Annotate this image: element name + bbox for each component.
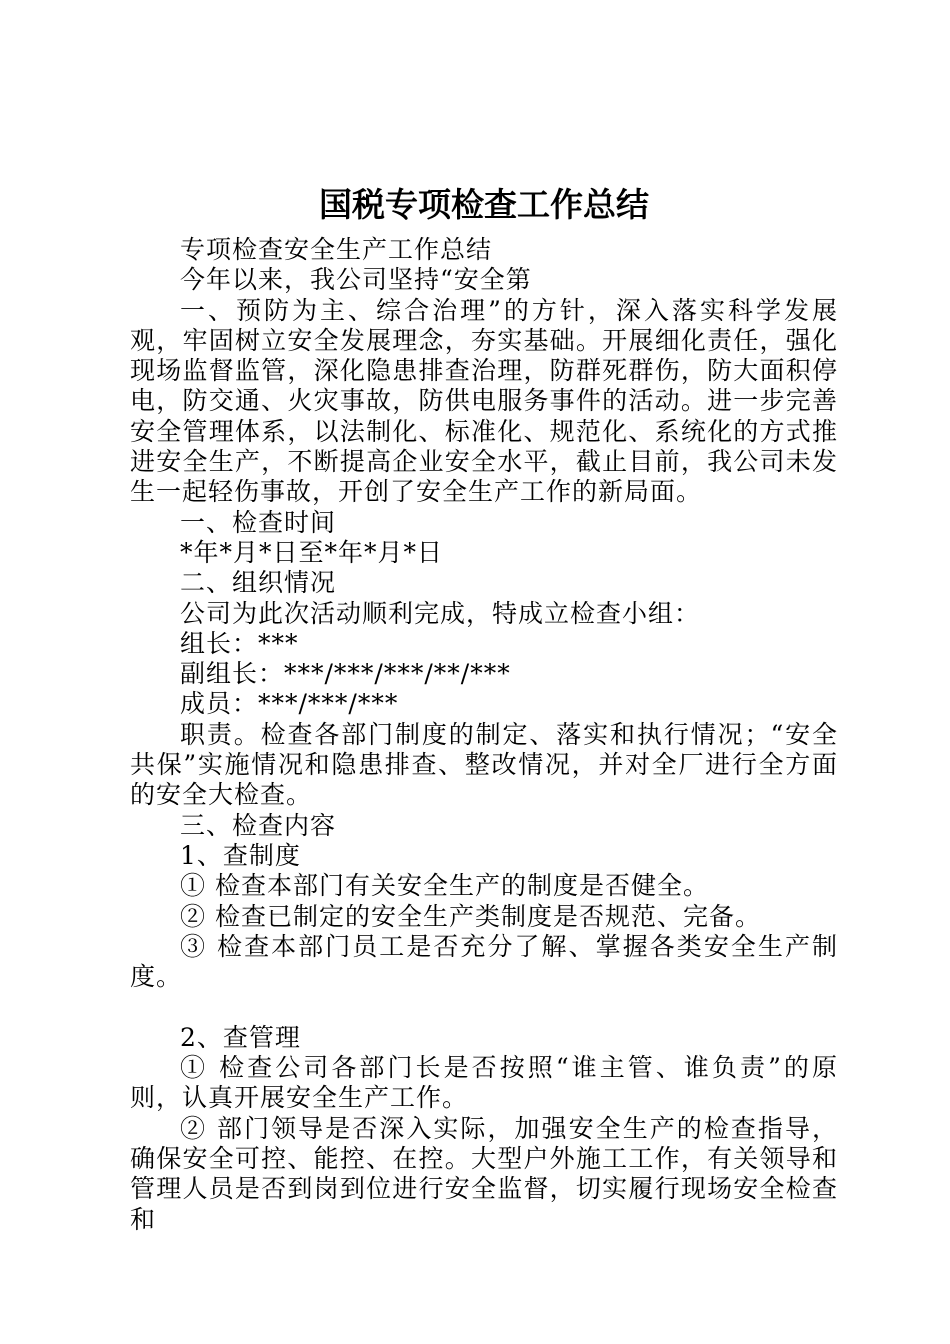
- paragraph-deputy-leader: 副组长：***/***/***/**/***: [180, 659, 511, 689]
- list-item: ② 部门领导是否深入实际，加强安全生产的检查指导，确保安全可控、能控、在控。大型户外施工工作，有关领导和管理人员是否到岗到位进行安全监督，切实履行现场安全检查和: [130, 1113, 838, 1234]
- paragraph-team-leader: 组长：***: [180, 628, 299, 658]
- paragraph-intro-policy: 一、预防为主、综合治理”的方针，深入落实科学发展观，牢固树立安全发展理念，夯实基础。开展细化责任，强化现场监督监管，深化隐患排查治理，防群死群伤，防大面积停电，防交通、火灾事故，防供电服务事件的活动。进一步完善安全管理体系，以法制化、标准化、规范化、系统化的方式推进安全生产，不断提高企业安全水平，截止目前，我公司未发生一起轻伤事故，开创了安全生产工作的新局面。: [130, 295, 838, 507]
- paragraph-inspection-date: *年*月*日至*年*月*日: [180, 537, 444, 567]
- section-heading-inspection-time: 一、检查时间: [180, 507, 337, 537]
- document-body: [130, 183, 838, 1235]
- subsection-heading-check-management: 2、查管理: [180, 1022, 301, 1052]
- paragraph-intro-start: 今年以来，我公司坚持“安全第: [180, 265, 532, 295]
- list-item: ① 检查本部门有关安全生产的制度是否健全。: [180, 871, 709, 901]
- section-heading-organization: 二、组织情况: [180, 568, 337, 598]
- list-item: ① 检查公司各部门长是否按照“谁主管、谁负责”的原则，认真开展安全生产工作。: [130, 1053, 838, 1113]
- paragraph-organization: 公司为此次活动顺利完成，特成立检查小组：: [180, 598, 701, 628]
- paragraph-duties: 职责。检查各部门制度的制定、落实和执行情况；“安全共保”实施情况和隐患排查、整改情况，并对全厂进行全方面的安全大检查。: [130, 719, 838, 810]
- paragraph-members: 成员：***/***/***: [180, 689, 399, 719]
- document-title: 国税专项检查工作总结: [319, 185, 649, 224]
- list-item: ③ 检查本部门员工是否充分了解、掌握各类安全生产制度。: [130, 931, 838, 992]
- section-heading-inspection-content: 三、检查内容: [180, 810, 337, 840]
- blank-line: [130, 992, 838, 1022]
- paragraph-subtitle: 专项检查安全生产工作总结: [180, 235, 493, 264]
- subsection-heading-check-rules: 1、查制度: [180, 840, 301, 870]
- list-item: ② 检查已制定的安全生产类制度是否规范、完备。: [180, 901, 761, 931]
